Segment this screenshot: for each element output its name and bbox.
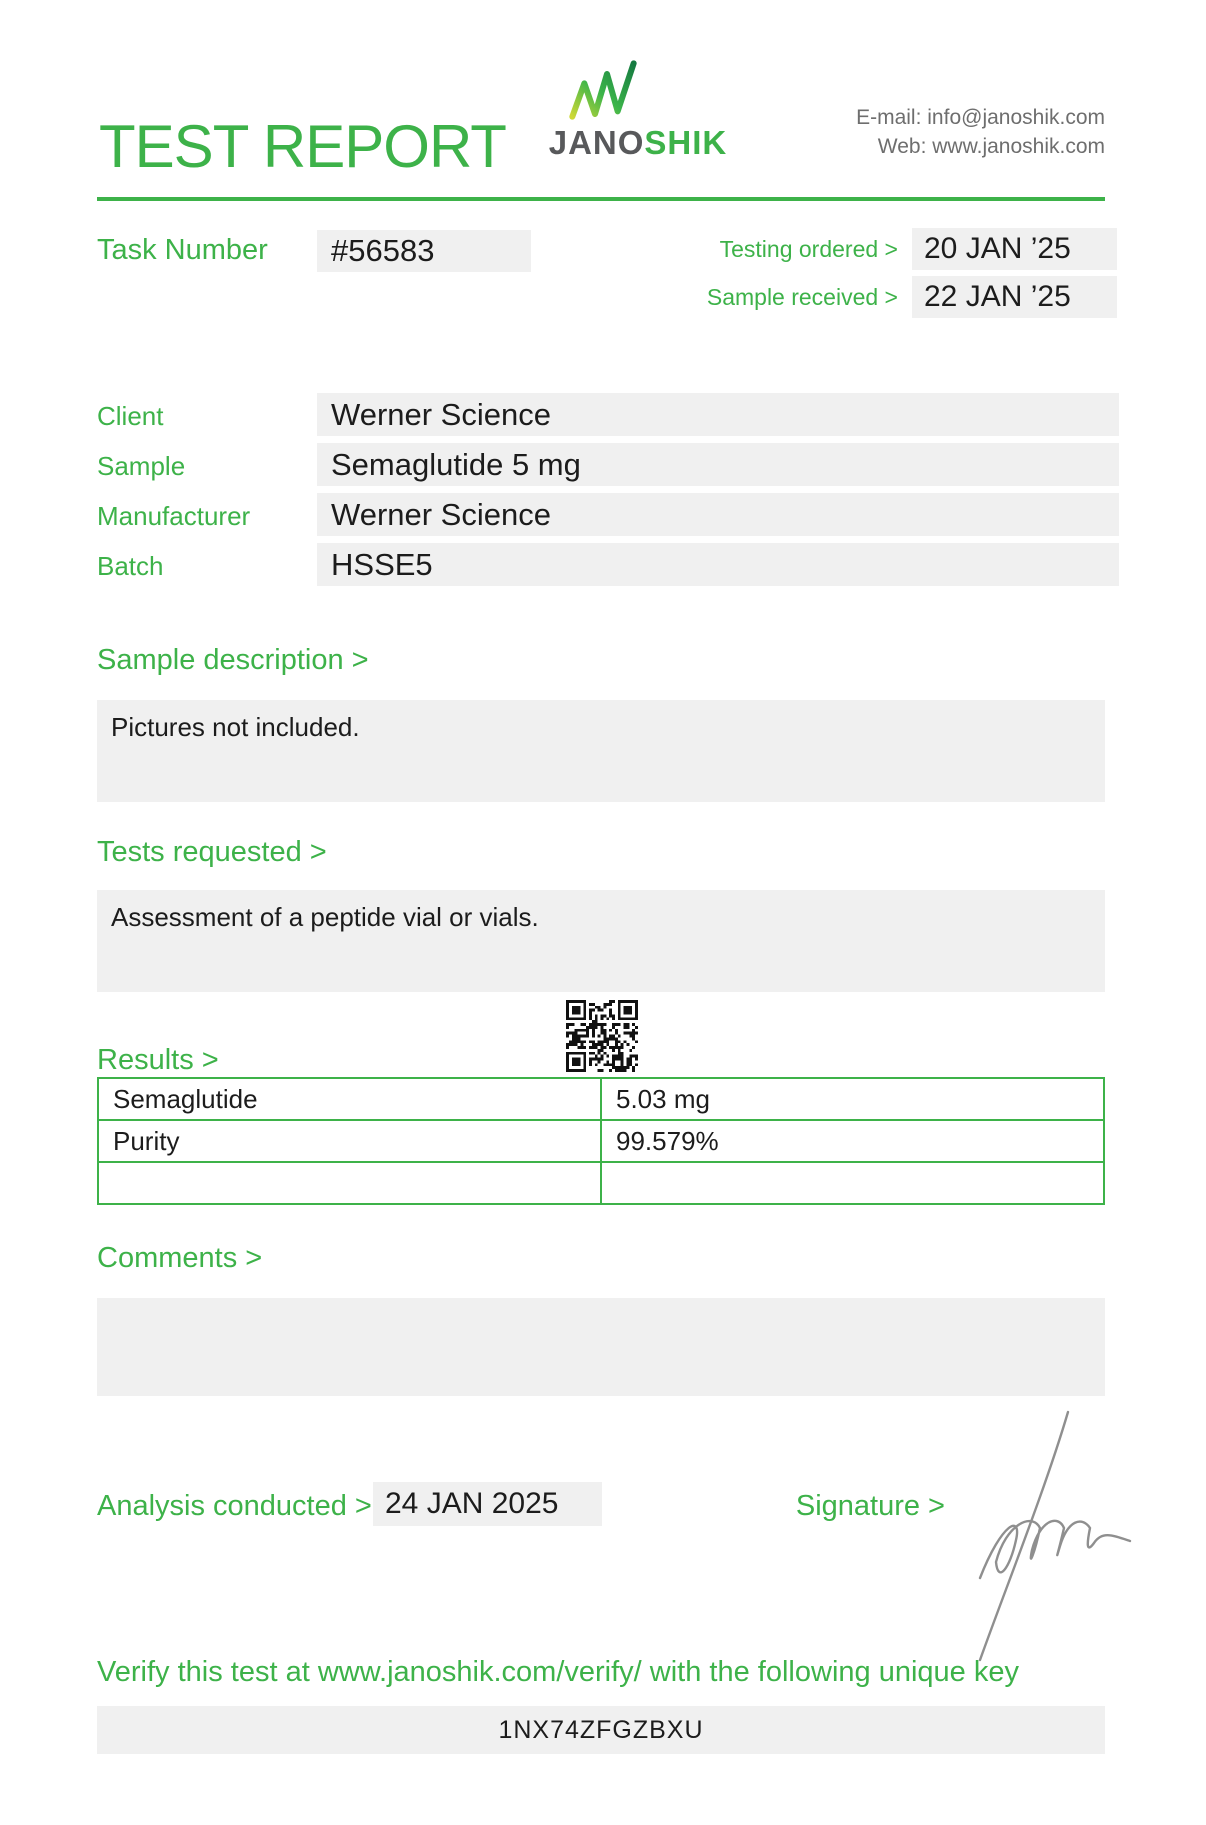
tests-requested-body: Assessment of a peptide vial or vials. [97,890,1105,992]
result-empty-cell [98,1162,601,1204]
sample-description-heading: Sample description > [97,644,369,676]
comments-body [97,1298,1105,1396]
sample-value: Semaglutide 5 mg [317,443,1119,486]
signature-label: Signature > [795,1490,945,1522]
table-row [98,1078,1104,1120]
analysis-conducted-label: Analysis conducted > [97,1490,372,1522]
results-heading: Results > [97,1044,219,1076]
batch-value: HSSE5 [317,543,1119,586]
result-purity-label: Purity [98,1120,601,1162]
batch-label: Batch [97,551,164,581]
logo-chart-icon [568,58,638,122]
testing-ordered-value: 20 JAN ’25 [912,228,1117,270]
client-label: Client [97,401,164,431]
contact-email: E-mail: info@janoshik.com [856,106,1105,129]
manufacturer-value: Werner Science [317,493,1119,536]
header-divider [97,197,1105,201]
task-number-value: #56583 [317,230,531,272]
analysis-conducted-value: 24 JAN 2025 [373,1482,602,1526]
qr-code [566,1000,638,1072]
signature-scribble [950,1400,1135,1665]
sample-label: Sample [97,451,186,481]
result-purity-value: 99.579% [601,1120,1104,1162]
table-row [98,1120,1104,1162]
tests-requested-heading: Tests requested > [97,836,327,868]
client-value: Werner Science [317,393,1119,436]
verify-instruction: Verify this test at www.janoshik.com/verify/ with the following unique key [97,1656,1019,1688]
sample-description-body: Pictures not included. [97,700,1105,802]
result-analyte: Semaglutide [98,1078,601,1120]
results-table [97,1077,1105,1205]
comments-heading: Comments > [97,1242,263,1274]
manufacturer-label: Manufacturer [97,501,251,531]
verify-key: 1NX74ZFGZBXU [97,1706,1105,1754]
task-number-label: Task Number [97,234,268,266]
logo-word-green: SHIK [644,124,728,161]
contact-web: Web: www.janoshik.com [877,135,1105,158]
page-title: TEST REPORT [99,113,506,180]
sample-received-label: Sample received > [706,284,898,310]
logo-word-dark: JANO [548,124,645,161]
testing-ordered-label: Testing ordered > [719,236,898,262]
logo-wordmark [518,124,758,162]
result-empty-cell [601,1162,1104,1204]
table-row [98,1162,1104,1204]
sample-received-value: 22 JAN ’25 [912,276,1117,318]
result-amount: 5.03 mg [601,1078,1104,1120]
